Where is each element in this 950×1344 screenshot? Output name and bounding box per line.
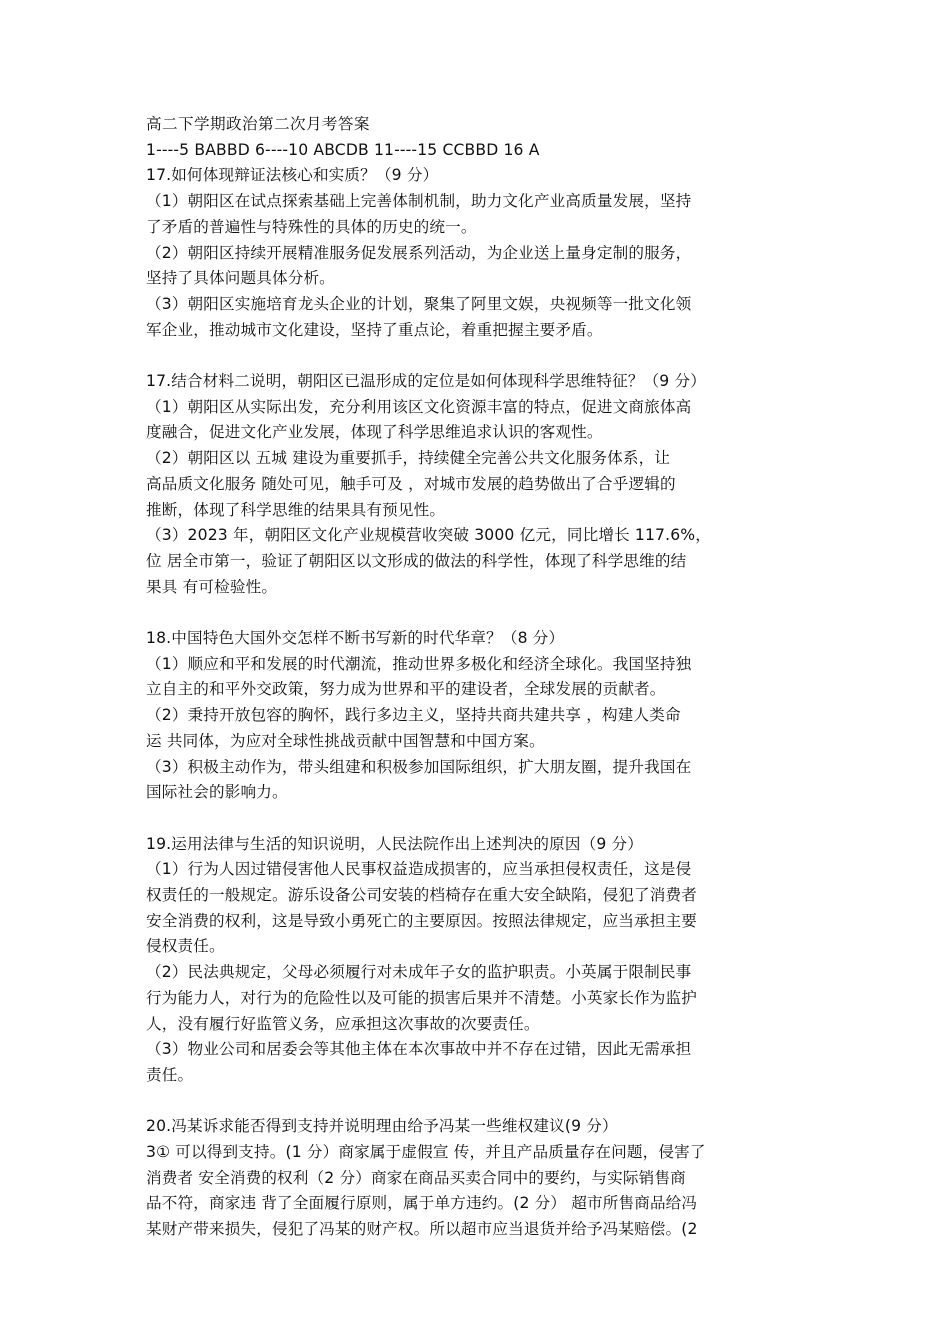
- answer-line: 品不符，商家违 背了全面履行原则，属于单方违约。(2 分） 超市所售商品给冯: [146, 1194, 698, 1213]
- answer-document: [146, 112, 814, 1243]
- question-17b: [146, 369, 814, 600]
- answer-line: 责任。: [146, 1065, 194, 1084]
- answer-line: （2）民法典规定，父母必须履行对未成年子女的监护职责。小英属于限制民事: [146, 963, 692, 982]
- answer-line: 3① 可以得到支持。(1 分）商家属于虚假宣 传，并且产品质量存在问题，侵害了: [146, 1143, 706, 1162]
- answer-line: （1）顺应和平和发展的时代潮流，推动世界多极化和经济全球化。我国坚持独: [146, 654, 692, 673]
- question-heading: 18.中国特色大国外交怎样不断书写新的时代华章？（8 分）: [146, 629, 565, 648]
- question-heading: 20.冯某诉求能否得到支持并说明理由给予冯某一些维权建议(9 分）: [146, 1117, 618, 1136]
- answer-line: 了矛盾的普遍性与特殊性的具体的历史的统一。: [146, 217, 477, 236]
- answer-key: 1----5 BABBD 6----10 ABCDB 11----15 CCBBD 16 A: [146, 140, 540, 159]
- answer-line: 国际社会的影响力。: [146, 783, 288, 802]
- spacer: [146, 600, 814, 626]
- answer-line: 推断，体现了科学思维的结果具有预见性。: [146, 500, 446, 519]
- answer-line: 侵权责任。: [146, 937, 225, 956]
- answer-line: 安全消费的权利，这是导致小勇死亡的主要原因。按照法律规定，应当承担主要: [146, 911, 698, 930]
- answer-line: （3）物业公司和居委会等其他主体在本次事故中并不存在过错，因此无需承担: [146, 1040, 692, 1059]
- question-heading: 17.如何体现辩证法核心和实质？（9 分）: [146, 166, 439, 185]
- document-title: 高二下学期政治第二次月考答案: [146, 115, 370, 133]
- answer-line: （2）秉持开放包容的胸怀，践行多边主义，坚持共商共建共享 ，构建人类命: [146, 706, 681, 725]
- answer-line: 坚持了具体问题具体分析。: [146, 269, 335, 288]
- answer-line: 立自主的和平外交政策，努力成为世界和平的建设者，全球发展的贡献者。: [146, 680, 666, 699]
- answer-line: 军企业，推动城市文化建设，坚持了重点论，着重把握主要矛盾。: [146, 320, 603, 339]
- spacer: [146, 806, 814, 832]
- answer-line: 运 共同体，为应对全球性挑战贡献中国智慧和中国方案。: [146, 731, 545, 750]
- question-heading: 17.结合材料二说明，朝阳区已温形成的定位是如何体现科学思维特征？（9 分）: [146, 372, 706, 391]
- question-20: [146, 1114, 814, 1243]
- question-17a: [146, 163, 814, 343]
- spacer: [146, 1089, 814, 1115]
- answer-line: 度融合，促进文化产业发展，体现了科学思维追求认识的客观性。: [146, 423, 603, 442]
- answer-line: 权责任的一般规定。游乐设备公司安装的档椅存在重大安全缺陷，侵犯了消费者: [146, 886, 698, 905]
- question-18: [146, 626, 814, 806]
- question-19: [146, 832, 814, 1089]
- answer-line: （2）朝阳区以 五城 建设为重要抓手，持续健全完善公共文化服务体系，让: [146, 449, 671, 468]
- answer-line: （1）朝阳区从实际出发，充分利用该区文化资源丰富的特点，促进文商旅体高: [146, 397, 692, 416]
- answer-line: （1）朝阳区在试点探索基础上完善体制机制，助力文化产业高质量发展，坚持: [146, 192, 692, 211]
- answer-line: 行为能力人，对行为的危险性以及可能的损害后果并不清楚。小英家长作为监护: [146, 988, 698, 1007]
- answer-line: （2）朝阳区持续开展精准服务促发展系列活动，为企业送上量身定制的服务，: [146, 243, 692, 262]
- answer-line: 某财产带来损失，侵犯了冯某的财产权。所以超市应当退货并给予冯某赔偿。(2: [146, 1220, 698, 1239]
- spacer: [146, 343, 814, 369]
- answer-line: 位 居全市第一，验证了朝阳区以文形成的做法的科学性，体现了科学思维的结: [146, 551, 687, 570]
- answer-line: （3）朝阳区实施培育龙头企业的计划，聚集了阿里文娱，央视频等一批文化领: [146, 294, 692, 313]
- answer-line: 果具 有可检验性。: [146, 577, 278, 596]
- answer-line: （3）积极主动作为，带头组建和积极参加国际组织，扩大朋友圈，提升我国在: [146, 757, 692, 776]
- answer-line: （1）行为人因过错侵害他人民事权益造成损害的，应当承担侵权责任，这是侵: [146, 860, 692, 879]
- answer-line: 高品质文化服务 随处可见，触手可及 ，对城市发展的趋势做出了合乎逻辑的: [146, 474, 676, 493]
- question-heading: 19.运用法律与生活的知识说明，人民法院作出上述判决的原因（9 分）: [146, 834, 643, 853]
- answer-line: 消费者 安全消费的权利（2 分）商家在商品买卖合同中的要约，与实际销售商: [146, 1168, 686, 1187]
- answer-line: （3）2023 年，朝阳区文化产业规模营收突破 3000 亿元，同比增长 117.6%，: [146, 526, 712, 545]
- answer-line: 人，没有履行好监管义务，应承担这次事故的次要责任。: [146, 1014, 540, 1033]
